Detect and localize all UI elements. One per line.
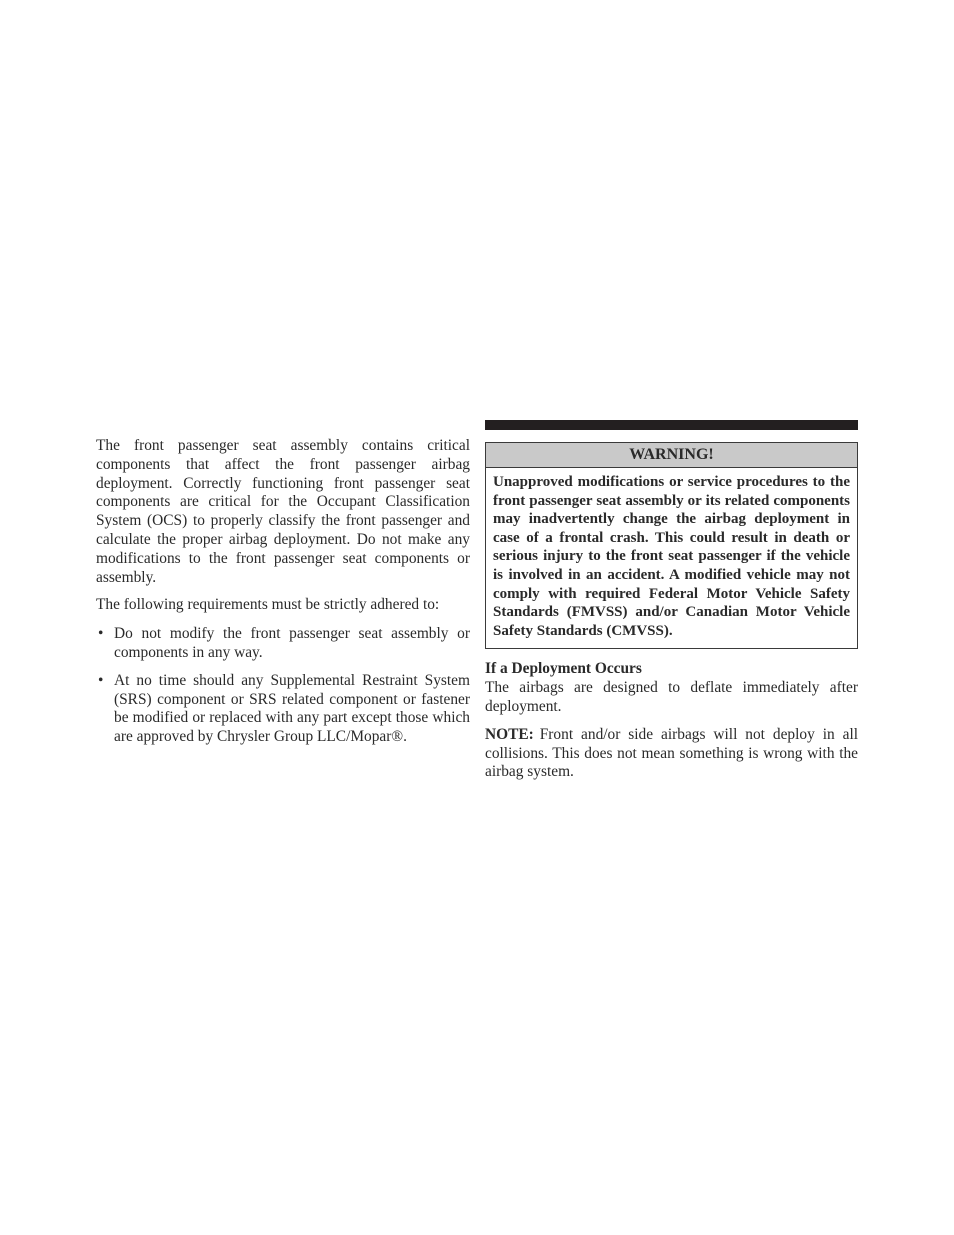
note-paragraph: [485, 726, 858, 782]
note-label: NOTE:: [485, 725, 534, 743]
requirements-list: [96, 625, 470, 747]
list-item-text: At no time should any Supplemental Restraint System (SRS) component or SRS related component or fastener be modified or replaced with any part except those which are approved by Chrysler Group LLC/Mopar®.: [114, 671, 470, 746]
list-item: [96, 625, 470, 663]
deployment-heading: If a Deployment Occurs: [485, 660, 642, 678]
seat-assembly-paragraph: The front passenger seat assembly contains critical components that affect the front passenger airbag deployment. Correctly functioning front passenger seat components are critical for the Occupant Classification System (OCS) to properly classify the front passenger and calculate the proper airbag deployment. Do not make any modifications to the front passenger seat components or assembly.: [96, 437, 470, 586]
deployment-paragraph: The airbags are designed to deflate immediately after deployment.: [485, 679, 858, 715]
bullet-icon: •: [98, 671, 104, 689]
list-item: [96, 672, 470, 747]
warning-box: [485, 442, 858, 649]
section-rule: [485, 420, 858, 430]
requirements-intro: The following requirements must be strictly adhered to:: [96, 596, 440, 614]
list-item-text: Do not modify the front passenger seat assembly or components in any way.: [114, 625, 470, 661]
bullet-icon: •: [98, 625, 104, 643]
warning-text: Unapproved modifications or service procedures to the front passenger seat assembly or its related components may inadvertently change the airbag deployment in case of a frontal crash. This could result in death or serious injury to the front seat passenger if the vehicle is involved in an accident. A modified vehicle may not comply with required Federal Motor Vehicle Safety Standards (FMVSS) and/or Canadian Motor Vehicle Safety Standards (CMVSS).: [493, 474, 850, 639]
left-column: [96, 437, 470, 756]
right-column: [485, 420, 858, 782]
note-text: Front and/or side airbags will not deploy in all collisions. This does not mean something is wrong with the airbag system.: [485, 725, 858, 781]
warning-title: WARNING!: [486, 443, 857, 468]
